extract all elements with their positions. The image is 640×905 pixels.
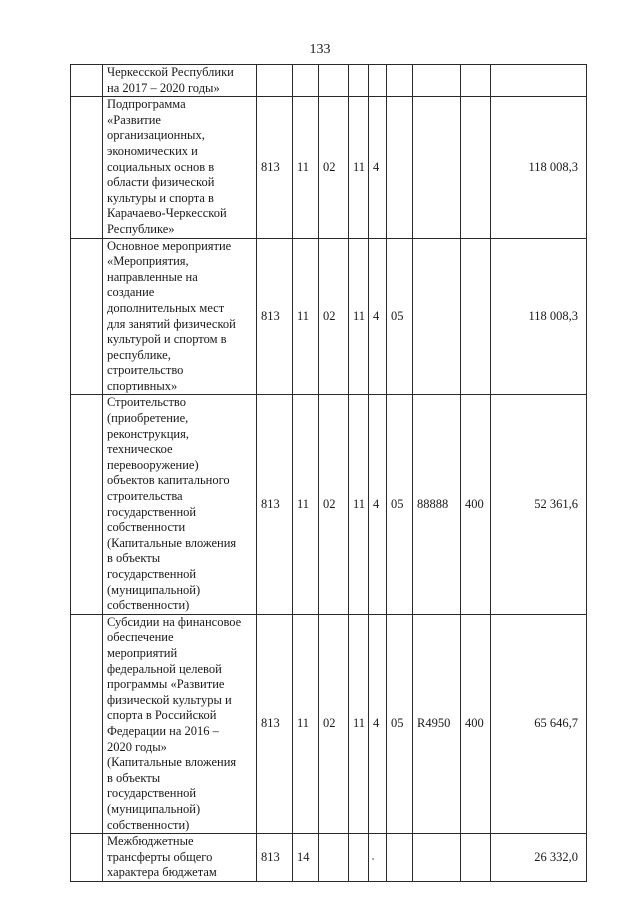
item-name-line: спортивных» <box>107 378 178 393</box>
item-name-line: Черкесской Республики <box>107 65 234 79</box>
item-name-line: спорта в Российской <box>107 708 217 723</box>
item-name-line: Республике» <box>107 221 175 236</box>
item-name-line: 2020 годы» <box>107 739 167 754</box>
measure-code-cell <box>387 97 413 238</box>
section-code-cell: 11 <box>293 97 319 238</box>
item-name-line: (муниципальной) <box>107 801 201 816</box>
item-name-line: Карачаево-Черкесской <box>107 206 227 221</box>
item-name-line: перевооружение) <box>107 457 199 472</box>
item-name-line: обеспечение <box>107 630 174 645</box>
expense-type-code-cell <box>461 97 491 238</box>
item-name-cell <box>103 834 257 882</box>
item-name-line: Строительство <box>107 395 187 410</box>
item-name-line: на 2017 – 2020 годы» <box>107 80 220 95</box>
item-name-cell <box>103 65 257 97</box>
program-code-cell: 11 <box>349 395 369 614</box>
expense-type-code-cell <box>461 834 491 882</box>
item-name-line: «Мероприятия, <box>107 254 189 269</box>
table-row <box>71 97 587 238</box>
item-name-line: Субсидии на финансовое <box>107 614 242 629</box>
subsection-code-cell: 02 <box>319 614 349 833</box>
expense-type-code-cell: 400 <box>461 614 491 833</box>
amount-cell <box>491 65 587 97</box>
expense-type-code-cell <box>461 238 491 395</box>
section-code-cell: 14 <box>293 834 319 882</box>
subprogram-code-cell: 4 <box>369 97 387 238</box>
ministry-code-cell: 813 <box>257 395 293 614</box>
item-name-line: Основное мероприятие <box>107 238 232 253</box>
item-name-line: Федерации на 2016 – <box>107 723 219 738</box>
row-number-cell <box>71 65 103 97</box>
item-name-line: техническое <box>107 442 173 457</box>
subsection-code-cell <box>319 65 349 97</box>
item-name-line: «Развитие <box>107 112 161 127</box>
amount-cell: 118 008,3 <box>491 238 587 395</box>
table-row <box>71 238 587 395</box>
amount-cell: 118 008,3 <box>491 97 587 238</box>
row-number-cell <box>71 238 103 395</box>
ministry-code-cell: 813 <box>257 614 293 833</box>
item-name-line: строительства <box>107 489 183 504</box>
budget-table <box>70 64 587 882</box>
program-code-cell: 11 <box>349 614 369 833</box>
row-number-cell <box>71 395 103 614</box>
direction-code-cell: R4950 <box>413 614 461 833</box>
subsection-code-cell: 02 <box>319 395 349 614</box>
item-name-line: республике, <box>107 347 171 362</box>
expense-type-code-cell: 400 <box>461 395 491 614</box>
row-number-cell <box>71 614 103 833</box>
item-name-line: объектов капитального <box>107 473 230 488</box>
direction-code-cell <box>413 238 461 395</box>
item-name-cell <box>103 97 257 238</box>
item-name-line: федеральной целевой <box>107 661 222 676</box>
item-name-line: реконструкция, <box>107 426 190 441</box>
item-name-line: для занятий физической <box>107 316 236 331</box>
subsection-code-cell: 02 <box>319 97 349 238</box>
measure-code-cell: 05 <box>387 614 413 833</box>
subsection-code-cell: 02 <box>319 238 349 395</box>
item-name-line: создание <box>107 285 155 300</box>
item-name-line: строительство <box>107 363 184 378</box>
item-name-line: культурой и спортом в <box>107 332 227 347</box>
table-row <box>71 834 587 882</box>
item-name-line: трансферты общего <box>107 849 213 864</box>
row-number-cell <box>71 97 103 238</box>
item-name-line: (Капитальные вложения <box>107 535 237 550</box>
amount-cell: 52 361,6 <box>491 395 587 614</box>
program-code-cell <box>349 65 369 97</box>
section-code-cell: 11 <box>293 395 319 614</box>
ministry-code-cell: 813 <box>257 238 293 395</box>
item-name-line: культуры и спорта в <box>107 190 214 205</box>
ministry-code-cell: 813 <box>257 97 293 238</box>
measure-code-cell <box>387 834 413 882</box>
item-name-line: программы «Развитие <box>107 677 225 692</box>
item-name-line: экономических и <box>107 143 198 158</box>
item-name-line: собственности) <box>107 598 190 613</box>
table-row <box>71 395 587 614</box>
item-name-line: государственной <box>107 786 197 801</box>
item-name-cell <box>103 395 257 614</box>
direction-code-cell <box>413 834 461 882</box>
item-name-line: области физической <box>107 175 215 190</box>
subprogram-code-cell <box>369 65 387 97</box>
item-name-line: государственной <box>107 504 197 519</box>
amount-cell: 26 332,0 <box>491 834 587 882</box>
item-name-line: направленные на <box>107 269 198 284</box>
row-number-cell <box>71 834 103 882</box>
item-name-line: собственности <box>107 520 186 535</box>
item-name-line: Подпрограмма <box>107 97 186 112</box>
expense-type-code-cell <box>461 65 491 97</box>
section-code-cell: 11 <box>293 614 319 833</box>
scan-speck <box>372 858 374 860</box>
item-name-line: государственной <box>107 567 197 581</box>
program-code-cell: 11 <box>349 97 369 238</box>
section-code-cell <box>293 65 319 97</box>
item-name-line: (Капитальные вложения <box>107 755 237 770</box>
subprogram-code-cell: 4 <box>369 614 387 833</box>
item-name-line: Межбюджетные <box>107 834 194 849</box>
item-name-line: собственности) <box>107 817 190 832</box>
item-name-line: характера бюджетам <box>107 865 217 880</box>
subprogram-code-cell: 4 <box>369 395 387 614</box>
item-name-line: (приобретение, <box>107 411 189 426</box>
item-name-line: организационных, <box>107 128 205 143</box>
measure-code-cell: 05 <box>387 395 413 614</box>
subsection-code-cell <box>319 834 349 882</box>
direction-code-cell <box>413 97 461 238</box>
direction-code-cell: 88888 <box>413 395 461 614</box>
item-name-line: социальных основ в <box>107 159 215 174</box>
item-name-line: в объекты <box>107 551 161 566</box>
ministry-code-cell: 813 <box>257 834 293 882</box>
item-name-line: мероприятий <box>107 645 178 660</box>
table-row <box>71 65 587 97</box>
direction-code-cell <box>413 65 461 97</box>
section-code-cell: 11 <box>293 238 319 395</box>
item-name-line: в объекты <box>107 770 161 785</box>
measure-code-cell <box>387 65 413 97</box>
item-name-line: дополнительных мест <box>107 300 225 315</box>
page-number: 133 <box>309 42 331 57</box>
table-row <box>71 614 587 833</box>
item-name-cell <box>103 614 257 833</box>
ministry-code-cell <box>257 65 293 97</box>
item-name-cell <box>103 238 257 395</box>
amount-cell: 65 646,7 <box>491 614 587 833</box>
subprogram-code-cell: 4 <box>369 238 387 395</box>
program-code-cell <box>349 834 369 882</box>
program-code-cell: 11 <box>349 238 369 395</box>
measure-code-cell: 05 <box>387 238 413 395</box>
item-name-line: физической культуры и <box>107 692 232 707</box>
item-name-line: (муниципальной) <box>107 582 201 597</box>
